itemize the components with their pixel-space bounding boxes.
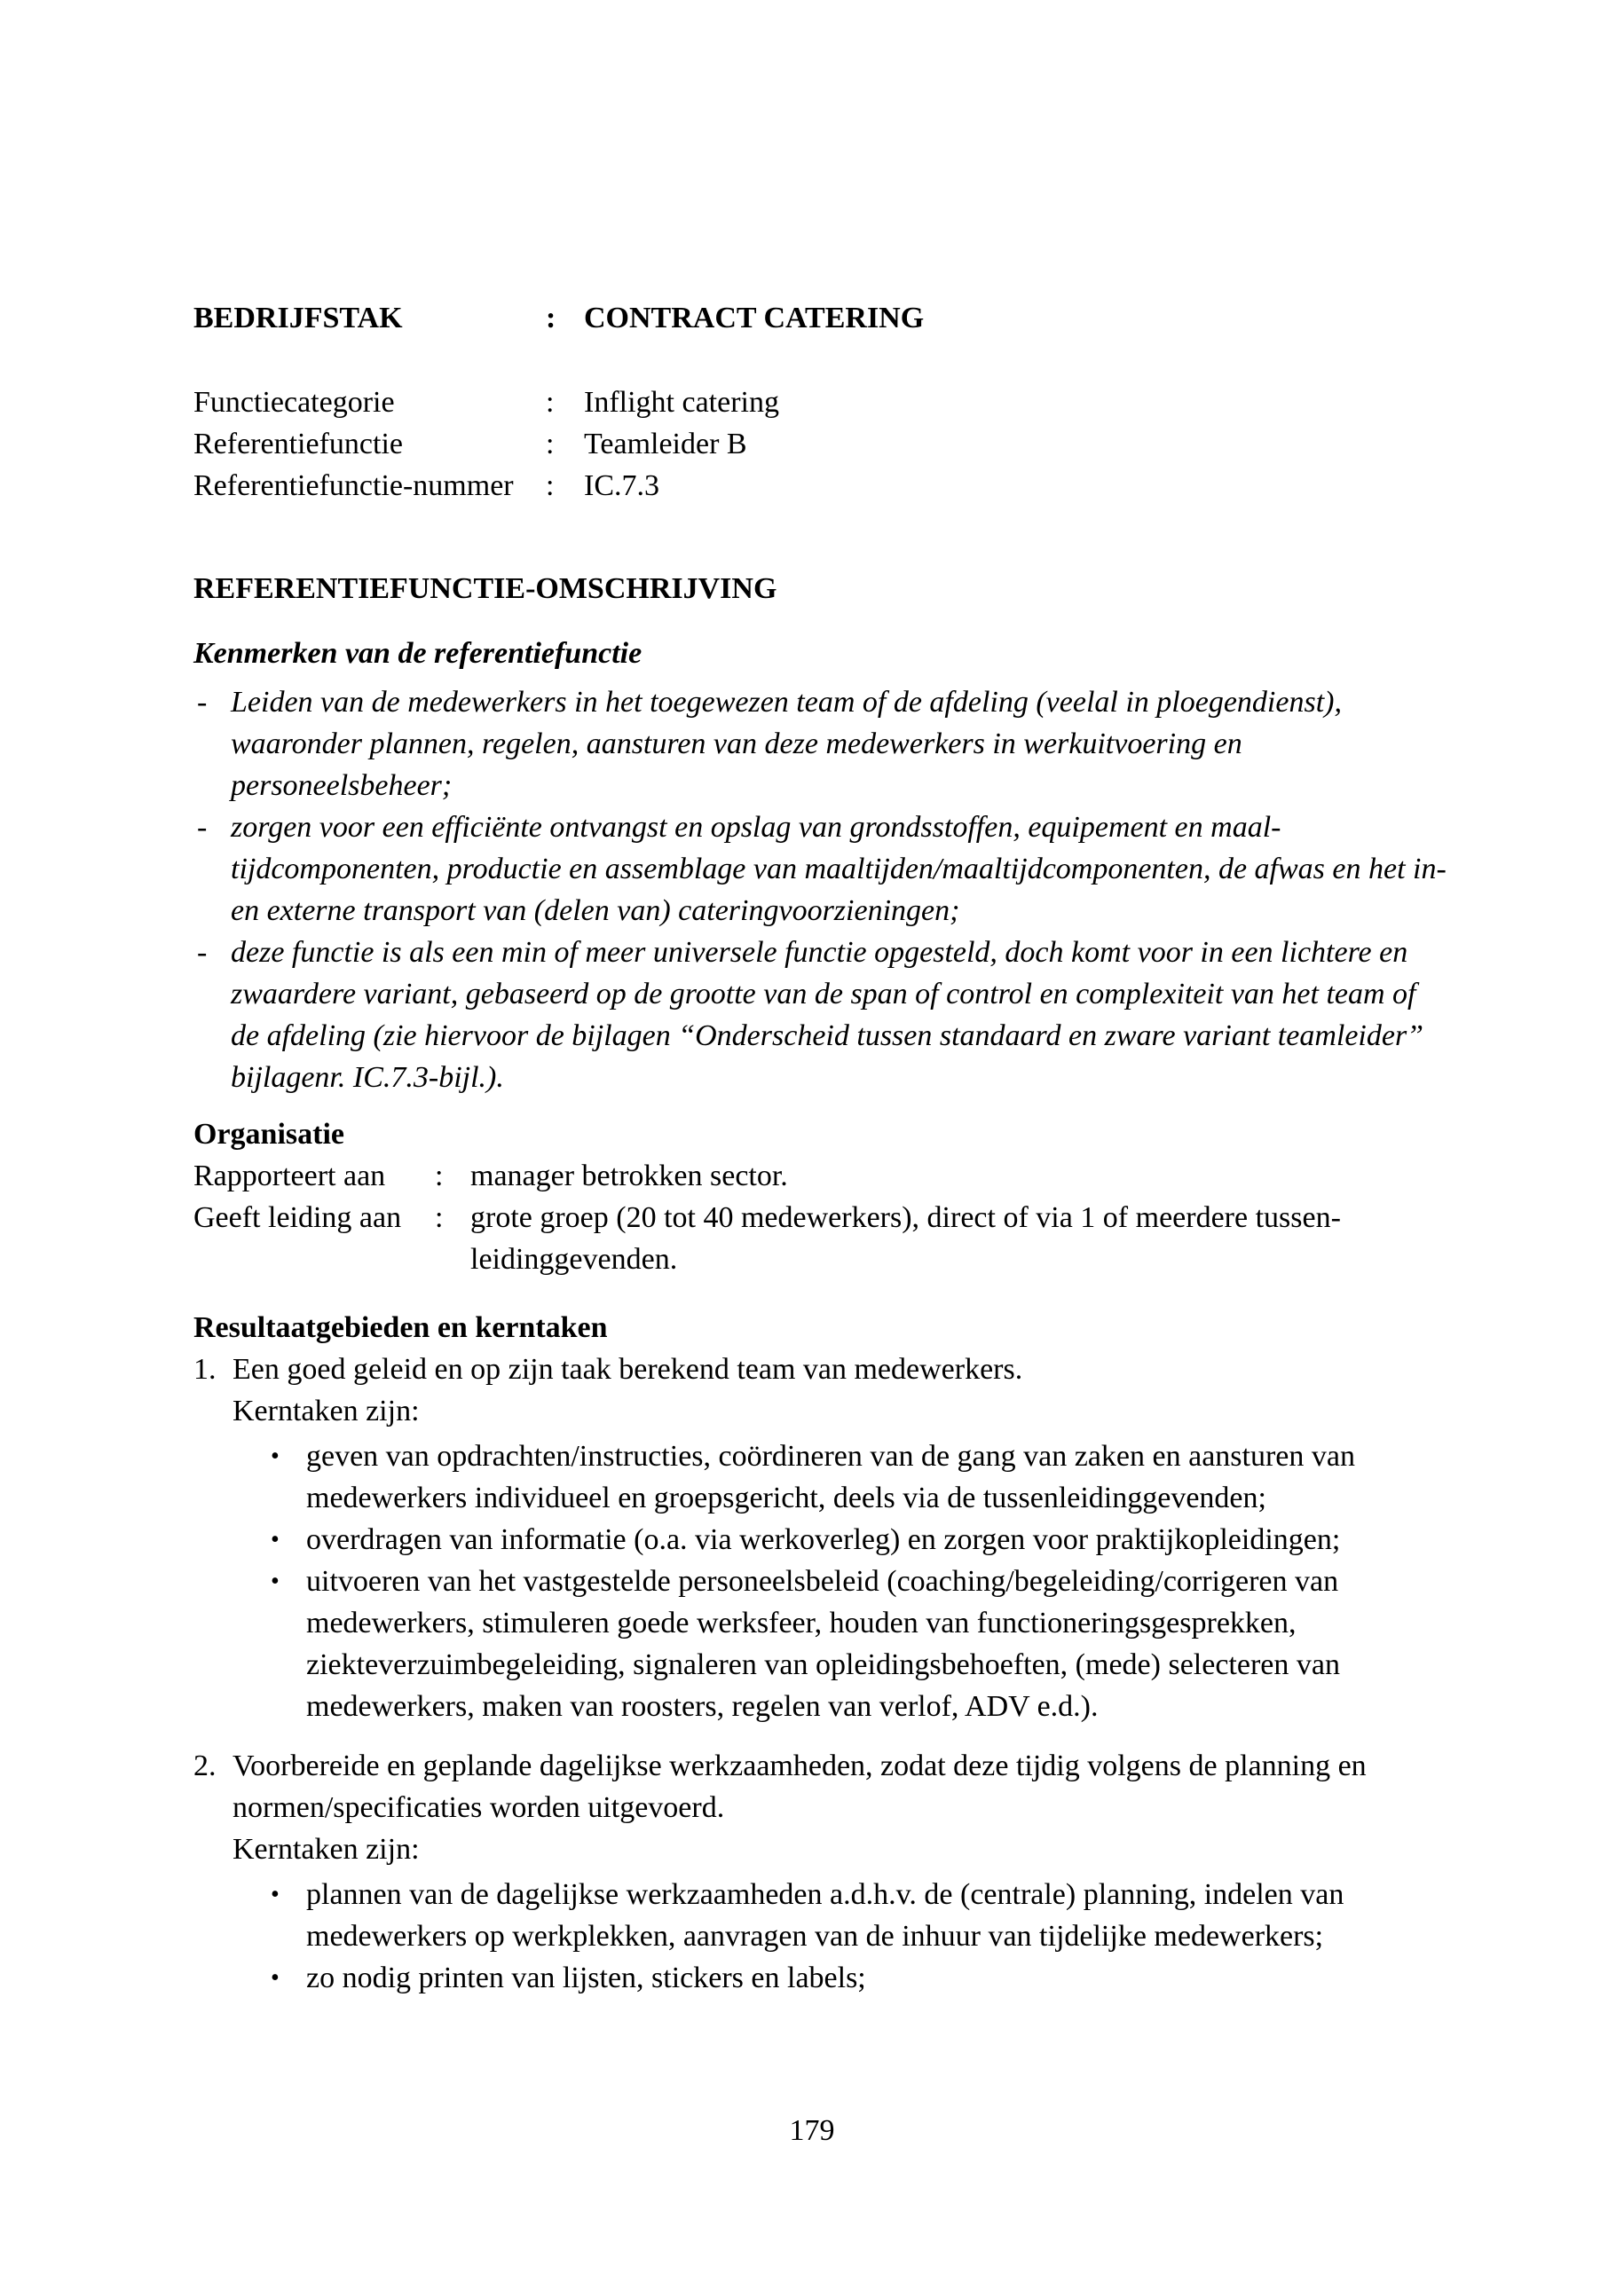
field-label: Functiecategorie xyxy=(193,386,395,419)
task-bullet-text: geven van opdrachten/instructies, coördineren van de gang van zaken en aansturen van medewerkers individueel en groepsgericht, deels via de tussenleidinggevenden; xyxy=(306,1440,1355,1514)
field-colon: : xyxy=(546,469,555,502)
bullet-marker: • xyxy=(271,1526,280,1553)
result-item-number: 2. xyxy=(193,1750,217,1782)
kerntaken-label: Kerntaken zijn: xyxy=(233,1833,420,1866)
field-value: manager betrokken sector. xyxy=(470,1160,788,1192)
task-bullet-text: uitvoeren van het vastgestelde personeelsbeleid (coaching/begeleiding/corrigeren van medewerkers, stimuleren goede werksfeer, houden van functioneringsgesprekken, ziekteverzuimbegeleiding, signaleren van opleidingsbehoeften, (mede) selecteren van medewerkers, maken van roosters, regelen van verlof, ADV e.d.). xyxy=(306,1565,1340,1723)
organisatie-heading: Organisatie xyxy=(193,1118,344,1151)
field-value: IC.7.3 xyxy=(584,469,659,502)
kenmerken-item xyxy=(193,806,1447,932)
kenmerken-item xyxy=(193,681,1447,806)
bullet-marker: • xyxy=(271,1964,280,1992)
section-title-omschrijving: REFERENTIEFUNCTIE-OMSCHRIJVING xyxy=(193,572,777,605)
header-row-functiecategorie xyxy=(193,381,1447,423)
task-bullet-list xyxy=(193,1874,1447,1999)
field-value: Teamleider B xyxy=(584,428,747,460)
task-bullet xyxy=(271,1435,1447,1519)
header-field-group xyxy=(193,381,1447,507)
task-bullet xyxy=(271,1874,1447,1957)
field-label: Rapporteert aan xyxy=(193,1160,386,1192)
kenmerken-list xyxy=(193,681,1447,1098)
kerntaken-label: Kerntaken zijn: xyxy=(233,1395,420,1427)
dash-marker: - xyxy=(197,811,208,844)
kenmerken-item xyxy=(193,932,1447,1098)
task-bullet xyxy=(271,1957,1447,1999)
org-row-rapporteert-aan xyxy=(193,1155,1447,1197)
field-colon: : xyxy=(546,428,555,460)
field-colon: : xyxy=(546,302,556,334)
page-number: 179 xyxy=(789,2114,835,2147)
field-label: Referentiefunctie-nummer xyxy=(193,469,514,502)
task-bullet xyxy=(271,1561,1447,1727)
task-bullet-text: zo nodig printen van lijsten, stickers en labels; xyxy=(306,1962,866,1994)
header-row-bedrijfstak xyxy=(193,297,1447,339)
bullet-marker: • xyxy=(271,1568,280,1595)
kenmerken-item-text: deze functie is als een min of meer universele functie opgesteld, doch komt voor in een lichtere en zwaardere variant, gebaseerd op de grootte van de span of control en complexiteit van het team of de afdeling (zie hiervoor de bijlagen “Onderscheid tussen standaard en zware variant teamleider” bijlagenr. IC.7.3-bijl.). xyxy=(231,936,1424,1094)
resultaat-heading: Resultaatgebieden en kerntaken xyxy=(193,1311,608,1344)
kenmerken-heading: Kenmerken van de referentiefunctie xyxy=(193,637,643,670)
result-item-2 xyxy=(193,1745,1447,1999)
dash-marker: - xyxy=(197,686,208,719)
org-row-geeft-leiding-aan xyxy=(193,1197,1447,1280)
bullet-marker: • xyxy=(271,1881,280,1908)
field-colon: : xyxy=(435,1160,444,1192)
field-colon: : xyxy=(435,1201,444,1234)
task-bullet-text: plannen van de dagelijkse werkzaamheden a.d.h.v. de (centrale) planning, indelen van medewerkers op werkplekken, aanvragen van de inhuur van tijdelijke medewerkers; xyxy=(306,1878,1344,1953)
field-value: grote groep (20 tot 40 medewerkers), direct of via 1 of meerdere tussen-leidinggevenden. xyxy=(470,1201,1341,1276)
bullet-marker: • xyxy=(271,1443,280,1470)
document-content xyxy=(193,297,1447,1999)
result-item-intro-row xyxy=(193,1745,1447,1828)
field-colon: : xyxy=(546,386,555,419)
task-bullet xyxy=(271,1519,1447,1561)
task-bullet-text: overdragen van informatie (o.a. via werkoverleg) en zorgen voor praktijkopleidingen; xyxy=(306,1523,1341,1556)
task-bullet-list xyxy=(193,1435,1447,1727)
field-value: CONTRACT CATERING xyxy=(584,302,925,334)
result-item-number: 1. xyxy=(193,1353,217,1386)
kenmerken-item-text: Leiden van de medewerkers in het toegewezen team of de afdeling (veelal in ploegendienst), waaronder plannen, regelen, aansturen van deze medewerkers in werkuitvoering en personeelsbeheer; xyxy=(231,686,1342,802)
header-row-referentiefunctie-nummer xyxy=(193,465,1447,507)
result-item-intro: Voorbereide en geplande dagelijkse werkzaamheden, zodat deze tijdig volgens de planning en normen/specificaties worden uitgevoerd. xyxy=(233,1750,1367,1824)
result-item-intro: Een goed geleid en op zijn taak berekend team van medewerkers. xyxy=(233,1353,1023,1386)
field-label: BEDRIJFSTAK xyxy=(193,302,403,334)
header-row-referentiefunctie xyxy=(193,423,1447,465)
result-item-1 xyxy=(193,1349,1447,1727)
field-label: Geeft leiding aan xyxy=(193,1201,402,1234)
kenmerken-item-text: zorgen voor een efficiënte ontvangst en opslag van grondsstoffen, equipement en maal-tijdcomponenten, productie en assemblage van maaltijden/maaltijdcomponenten, de afwas en het in- en externe transport van (delen van) cateringvoorzieningen; xyxy=(231,811,1447,927)
field-value: Inflight catering xyxy=(584,386,779,419)
result-item-intro-row xyxy=(193,1349,1447,1390)
field-label: Referentiefunctie xyxy=(193,428,403,460)
dash-marker: - xyxy=(197,936,208,969)
